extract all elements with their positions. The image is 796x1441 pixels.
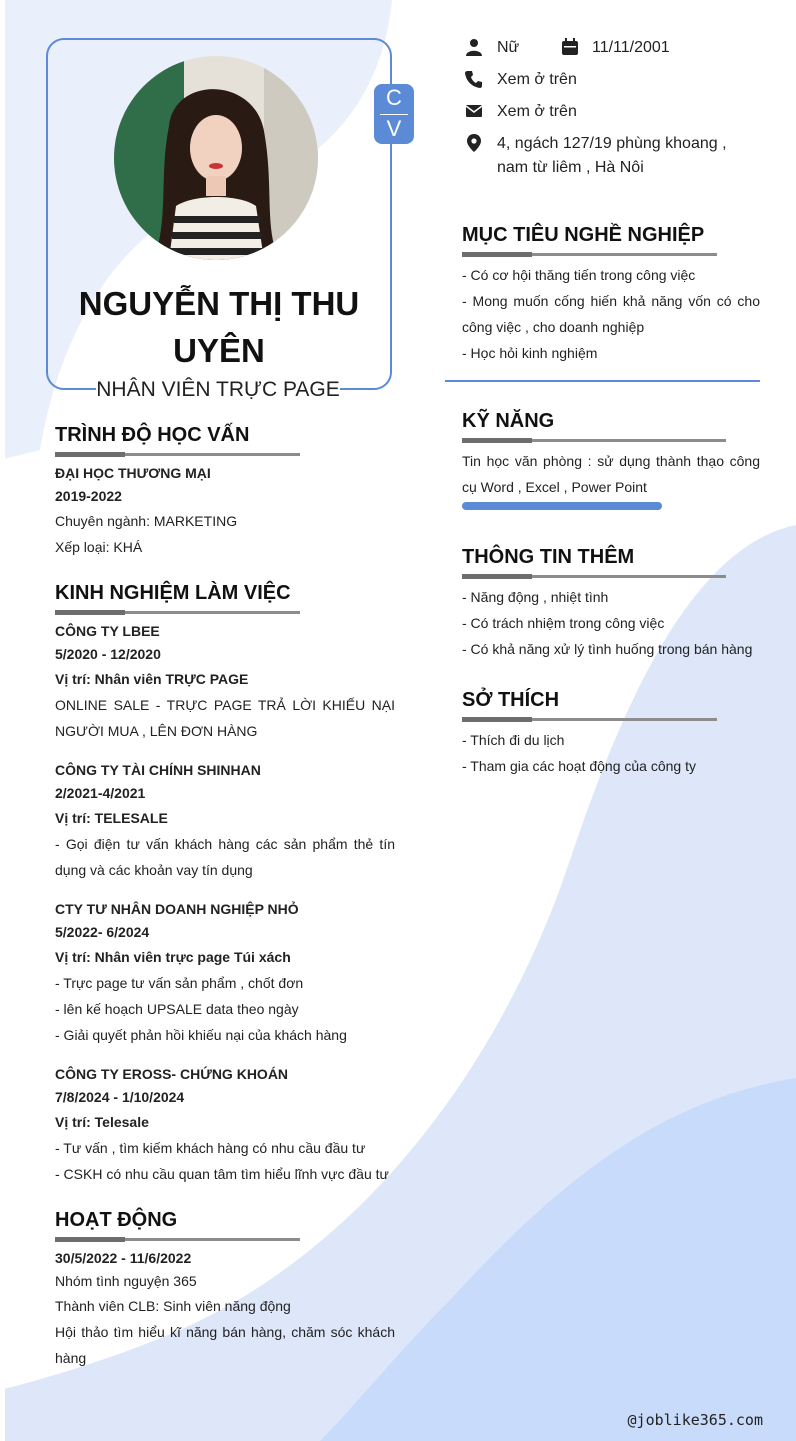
skills-heading: KỸ NĂNG: [462, 410, 555, 432]
job-1-period: 5/2020 - 12/2020: [55, 646, 161, 662]
address-line-2: nam từ liêm , Hà Nôi: [497, 159, 644, 176]
job-1-role: Vị trí: Nhân viên TRỰC PAGE: [55, 671, 249, 687]
hobbies-heading: SỞ THÍCH: [462, 689, 560, 711]
objective-underline: [462, 253, 717, 256]
activities-line-3: Hội thảo tìm hiểu kĩ năng bán hàng, chăm sóc khách hàng: [55, 1324, 395, 1366]
objective-line-1: - Có cơ hội thăng tiến trong công việc: [462, 267, 696, 283]
job-4-desc-2: - CSKH có nhu cầu quan tâm tìm hiểu lĩnh vực đầu tư: [55, 1166, 389, 1182]
location-pin-icon: [465, 134, 483, 152]
hobbies-line-2: - Tham gia các hoạt động của công ty: [462, 758, 696, 774]
education-school: ĐẠI HỌC THƯƠNG MẠI: [55, 465, 211, 481]
activities-line-1: Nhóm tình nguyện 365: [55, 1273, 197, 1289]
candidate-name: NGUYỄN THỊ THU UYÊN: [78, 285, 360, 369]
job-4-desc-1: - Tư vấn , tìm kiếm khách hàng có nhu cầu đầu tư: [55, 1140, 366, 1156]
skills-underline: [462, 439, 726, 442]
footer-brand: @joblike365.com: [627, 1411, 763, 1429]
job-2-company: CÔNG TY TÀI CHÍNH SHINHAN: [55, 762, 261, 778]
extra-info-heading: THÔNG TIN THÊM: [462, 546, 635, 568]
hobbies-line-1: - Thích đi du lịch: [462, 732, 565, 748]
experience-underline: [55, 611, 300, 614]
education-heading: TRÌNH ĐỘ HỌC VẤN: [55, 424, 250, 446]
extra-info-underline: [462, 575, 726, 578]
extra-info-line-1: - Năng động , nhiệt tình: [462, 589, 609, 605]
job-1-description: ONLINE SALE - TRỰC PAGE TRẢ LỜI KHIẾU NẠI NGƯỜI MUA , LÊN ĐƠN HÀNG: [55, 697, 395, 739]
job-2-period: 2/2021-4/2021: [55, 785, 146, 801]
job-3-desc-2: - lên kế hoạch UPSALE data theo ngày: [55, 1001, 299, 1017]
activities-line-2: Thành viên CLB: Sinh viên năng động: [55, 1298, 291, 1314]
address-line-1: 4, ngách 127/19 phùng khoang ,: [497, 135, 727, 152]
education-major: Chuyên ngành: MARKETING: [55, 513, 238, 529]
activities-heading: HOẠT ĐỘNG: [55, 1209, 178, 1231]
skill-level-bar: [462, 502, 662, 510]
job-4-period: 7/8/2024 - 1/10/2024: [55, 1089, 185, 1105]
profile-photo: [114, 56, 318, 260]
objective-line-3: - Học hỏi kinh nghiệm: [462, 345, 598, 361]
job-3-period: 5/2022- 6/2024: [55, 924, 150, 940]
phone-icon: [465, 70, 483, 88]
education-grade: Xếp loại: KHÁ: [55, 539, 143, 555]
email-value: Xem ở trên: [497, 103, 577, 120]
job-1-company: CÔNG TY LBEE: [55, 623, 160, 639]
activities-underline: [55, 1238, 300, 1241]
skills-description: Tin học văn phòng : sử dụng thành thạo công cụ Word , Excel , Power Point: [462, 453, 760, 495]
job-3-desc-3: - Giải quyết phản hồi khiếu nại của khách hàng: [55, 1027, 347, 1043]
cv-badge-bottom: V: [386, 116, 402, 141]
profile-photo-illustration: [114, 56, 318, 260]
hobbies-underline: [462, 718, 717, 721]
job-4-role: Vị trí: Telesale: [55, 1114, 149, 1130]
phone-value: Xem ở trên: [497, 71, 577, 88]
cv-badge: [374, 84, 414, 144]
job-4-company: CÔNG TY EROSS- CHỨNG KHOÁN: [55, 1066, 289, 1082]
user-icon: [465, 38, 483, 56]
job-2-role: Vị trí: TELESALE: [55, 810, 168, 826]
job-3-company: CTY TƯ NHÂN DOANH NGHIỆP NHỎ: [55, 901, 299, 917]
job-3-role: Vị trí: Nhân viên trực page Túi xách: [55, 949, 291, 965]
activities-period: 30/5/2022 - 11/6/2022: [55, 1250, 192, 1266]
calendar-icon: [561, 38, 579, 56]
section-divider: [445, 380, 760, 382]
education-underline: [55, 453, 300, 456]
cv-badge-top: C: [386, 85, 402, 110]
job-title: NHÂN VIÊN TRỰC PAGE: [96, 374, 340, 406]
objective-heading: MỤC TIÊU NGHỀ NGHIỆP: [462, 224, 705, 246]
birthday-value: 11/11/2001: [592, 39, 670, 56]
email-icon: [465, 102, 483, 120]
objective-line-2: - Mong muốn cống hiến khả năng vốn có cho công việc , cho doanh nghiệp: [462, 293, 760, 335]
gender-value: Nữ: [497, 39, 520, 56]
extra-info-line-2: - Có trách nhiệm trong công việc: [462, 615, 665, 631]
job-3-desc-1: - Trực page tư vấn sản phẩm , chốt đơn: [55, 975, 304, 991]
experience-heading: KINH NGHIỆM LÀM VIỆC: [55, 582, 291, 604]
job-2-description: - Gọi điện tư vấn khách hàng các sản phẩm thẻ tín dụng và các khoản vay tín dụng: [55, 836, 395, 878]
extra-info-line-3: - Có khả năng xử lý tình huống trong bán hàng: [462, 641, 753, 657]
education-period: 2019-2022: [55, 488, 122, 504]
